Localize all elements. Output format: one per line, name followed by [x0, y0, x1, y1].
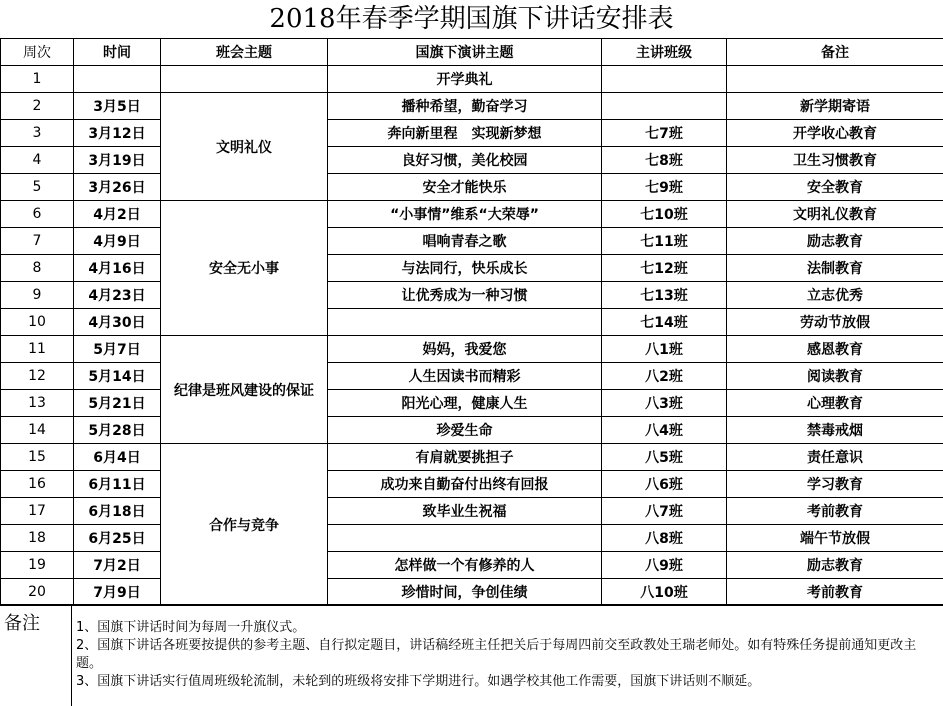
week-cell[interactable]: 11	[1, 336, 74, 363]
remark-cell[interactable]: 文明礼仪教育	[727, 201, 943, 228]
date-cell[interactable]: 5月14日	[74, 363, 161, 390]
topic-cell[interactable]: 安全才能快乐	[328, 174, 602, 201]
table-row	[1, 498, 943, 525]
week-cell[interactable]: 9	[1, 282, 74, 309]
topic-cell[interactable]: 播种希望，勤奋学习	[328, 93, 602, 120]
week-cell[interactable]: 6	[1, 201, 74, 228]
date-cell[interactable]: 3月12日	[74, 120, 161, 147]
topic-cell[interactable]: 珍爱生命	[328, 417, 602, 444]
week-cell[interactable]: 12	[1, 363, 74, 390]
table-row	[1, 309, 943, 336]
week-cell[interactable]: 1	[1, 66, 74, 93]
week-cell[interactable]: 3	[1, 120, 74, 147]
note-line: 1、国旗下讲话时间为每周一升旗仪式。	[76, 619, 938, 637]
class-cell[interactable]: 八6班	[602, 471, 727, 498]
topic-cell[interactable]	[328, 525, 602, 552]
remark-cell[interactable]: 励志教育	[727, 552, 943, 579]
date-cell[interactable]: 4月9日	[74, 228, 161, 255]
class-cell[interactable]: 八10班	[602, 579, 727, 606]
week-cell[interactable]: 14	[1, 417, 74, 444]
date-cell[interactable]: 3月26日	[74, 174, 161, 201]
remark-cell[interactable]: 考前教育	[727, 498, 943, 525]
theme-cell[interactable]: 文明礼仪	[161, 93, 328, 201]
remark-cell[interactable]: 端午节放假	[727, 525, 943, 552]
theme-cell-empty[interactable]	[161, 66, 328, 93]
remark-cell[interactable]: 心理教育	[727, 390, 943, 417]
date-cell[interactable]: 3月5日	[74, 93, 161, 120]
remark-cell[interactable]: 法制教育	[727, 255, 943, 282]
week-cell[interactable]: 20	[1, 579, 74, 606]
table-row	[1, 552, 943, 579]
table-row	[1, 471, 943, 498]
header-week[interactable]: 周次	[1, 39, 74, 66]
table-row	[1, 66, 943, 93]
remark-cell[interactable]	[727, 66, 943, 93]
table-row	[1, 579, 943, 606]
remark-cell[interactable]: 卫生习惯教育	[727, 147, 943, 174]
date-cell[interactable]: 4月30日	[74, 309, 161, 336]
note-line: 3、国旗下讲话实行值周班级轮流制，未轮到的班级将安排下学期进行。如遇学校其他工作需要，国旗下讲话则不顺延。	[76, 673, 938, 691]
header-row	[1, 39, 943, 66]
table-row	[1, 390, 943, 417]
date-cell[interactable]: 5月7日	[74, 336, 161, 363]
class-cell[interactable]: 八7班	[602, 498, 727, 525]
table-row	[1, 120, 943, 147]
class-cell[interactable]: 七8班	[602, 147, 727, 174]
remark-cell[interactable]: 励志教育	[727, 228, 943, 255]
class-cell[interactable]: 七7班	[602, 120, 727, 147]
schedule-table	[0, 38, 943, 606]
topic-cell[interactable]: 与法同行，快乐成长	[328, 255, 602, 282]
date-cell[interactable]: 3月19日	[74, 147, 161, 174]
table-row	[1, 255, 943, 282]
remark-cell[interactable]: 立志优秀	[727, 282, 943, 309]
class-cell[interactable]: 七11班	[602, 228, 727, 255]
week-cell[interactable]: 2	[1, 93, 74, 120]
topic-cell[interactable]: 人生因读书而精彩	[328, 363, 602, 390]
header-remark[interactable]: 备注	[727, 39, 943, 66]
sheet-title: 2018年春季学期国旗下讲话安排表	[0, 0, 943, 38]
topic-cell[interactable]: 有肩就要挑担子	[328, 444, 602, 471]
date-cell[interactable]: 6月18日	[74, 498, 161, 525]
topic-cell[interactable]: 奔向新里程 实现新梦想	[328, 120, 602, 147]
week-cell[interactable]: 19	[1, 552, 74, 579]
remark-cell[interactable]: 阅读教育	[727, 363, 943, 390]
class-cell[interactable]: 八2班	[602, 363, 727, 390]
header-theme[interactable]: 班会主题	[161, 39, 328, 66]
week-cell[interactable]: 16	[1, 471, 74, 498]
topic-cell[interactable]: 怎样做一个有修养的人	[328, 552, 602, 579]
header-class[interactable]: 主讲班级	[602, 39, 727, 66]
week-cell[interactable]: 18	[1, 525, 74, 552]
date-cell[interactable]: 7月9日	[74, 579, 161, 606]
topic-cell[interactable]: 致毕业生祝福	[328, 498, 602, 525]
week-cell[interactable]: 13	[1, 390, 74, 417]
class-cell[interactable]: 八8班	[602, 525, 727, 552]
date-cell[interactable]: 7月2日	[74, 552, 161, 579]
theme-cell[interactable]: 安全无小事	[161, 201, 328, 336]
table-row	[1, 525, 943, 552]
remark-cell[interactable]: 感恩教育	[727, 336, 943, 363]
remark-cell[interactable]: 禁毒戒烟	[727, 417, 943, 444]
table-row	[1, 363, 943, 390]
week-cell[interactable]: 8	[1, 255, 74, 282]
table-row	[1, 201, 943, 228]
date-cell[interactable]: 5月21日	[74, 390, 161, 417]
topic-cell[interactable]: 唱响青春之歌	[328, 228, 602, 255]
topic-cell[interactable]: 珍惜时间，争创佳绩	[328, 579, 602, 606]
theme-cell[interactable]: 合作与竞争	[161, 444, 328, 606]
header-date[interactable]: 时间	[74, 39, 161, 66]
class-cell[interactable]: 七14班	[602, 309, 727, 336]
table-row	[1, 228, 943, 255]
remark-cell[interactable]: 开学收心教育	[727, 120, 943, 147]
notes-text[interactable]	[76, 619, 938, 691]
date-cell[interactable]: 4月23日	[74, 282, 161, 309]
topic-cell[interactable]	[328, 309, 602, 336]
class-cell[interactable]: 八9班	[602, 552, 727, 579]
class-cell[interactable]: 七9班	[602, 174, 727, 201]
class-cell[interactable]	[602, 93, 727, 120]
class-cell[interactable]: 七13班	[602, 282, 727, 309]
week-cell[interactable]: 17	[1, 498, 74, 525]
date-cell[interactable]: 6月11日	[74, 471, 161, 498]
remark-cell[interactable]: 安全教育	[727, 174, 943, 201]
notes-label[interactable]: 备注	[0, 605, 72, 706]
remark-cell[interactable]: 新学期寄语	[727, 93, 943, 120]
date-cell[interactable]: 4月2日	[74, 201, 161, 228]
date-cell[interactable]	[74, 66, 161, 93]
table-row	[1, 336, 943, 363]
date-cell[interactable]: 5月28日	[74, 417, 161, 444]
class-cell[interactable]: 七12班	[602, 255, 727, 282]
table-row	[1, 174, 943, 201]
topic-cell[interactable]: 让优秀成为一种习惯	[328, 282, 602, 309]
header-topic[interactable]: 国旗下演讲主题	[328, 39, 602, 66]
class-cell[interactable]	[602, 66, 727, 93]
note-line: 2、国旗下讲话各班要按提供的参考主题、自行拟定题目，讲话稿经班主任把关后于每周四前交至政教处王瑞老师处。如有特殊任务提前通知更改主题。	[76, 637, 938, 673]
week-cell[interactable]: 4	[1, 147, 74, 174]
class-cell[interactable]: 八1班	[602, 336, 727, 363]
theme-cell[interactable]: 纪律是班风建设的保证	[161, 336, 328, 444]
class-cell[interactable]: 七10班	[602, 201, 727, 228]
date-cell[interactable]: 6月4日	[74, 444, 161, 471]
date-cell[interactable]: 4月16日	[74, 255, 161, 282]
week-cell[interactable]: 10	[1, 309, 74, 336]
topic-cell[interactable]: 阳光心理，健康人生	[328, 390, 602, 417]
remark-cell[interactable]: 劳动节放假	[727, 309, 943, 336]
class-cell[interactable]: 八4班	[602, 417, 727, 444]
week-cell[interactable]: 5	[1, 174, 74, 201]
topic-cell[interactable]: 开学典礼	[328, 66, 602, 93]
table-row	[1, 282, 943, 309]
topic-cell[interactable]: 成功来自勤奋付出终有回报	[328, 471, 602, 498]
notes-section	[0, 604, 943, 705]
week-cell[interactable]: 15	[1, 444, 74, 471]
class-cell[interactable]: 八3班	[602, 390, 727, 417]
week-cell[interactable]: 7	[1, 228, 74, 255]
topic-cell[interactable]: 妈妈，我爱您	[328, 336, 602, 363]
table-row	[1, 93, 943, 120]
topic-cell[interactable]: “小事情”维系“大荣辱”	[328, 201, 602, 228]
remark-cell[interactable]: 责任意识	[727, 444, 943, 471]
table-row	[1, 444, 943, 471]
table-row	[1, 417, 943, 444]
remark-cell[interactable]: 学习教育	[727, 471, 943, 498]
class-cell[interactable]: 八5班	[602, 444, 727, 471]
date-cell[interactable]: 6月25日	[74, 525, 161, 552]
remark-cell[interactable]: 考前教育	[727, 579, 943, 606]
table-row	[1, 147, 943, 174]
topic-cell[interactable]: 良好习惯，美化校园	[328, 147, 602, 174]
